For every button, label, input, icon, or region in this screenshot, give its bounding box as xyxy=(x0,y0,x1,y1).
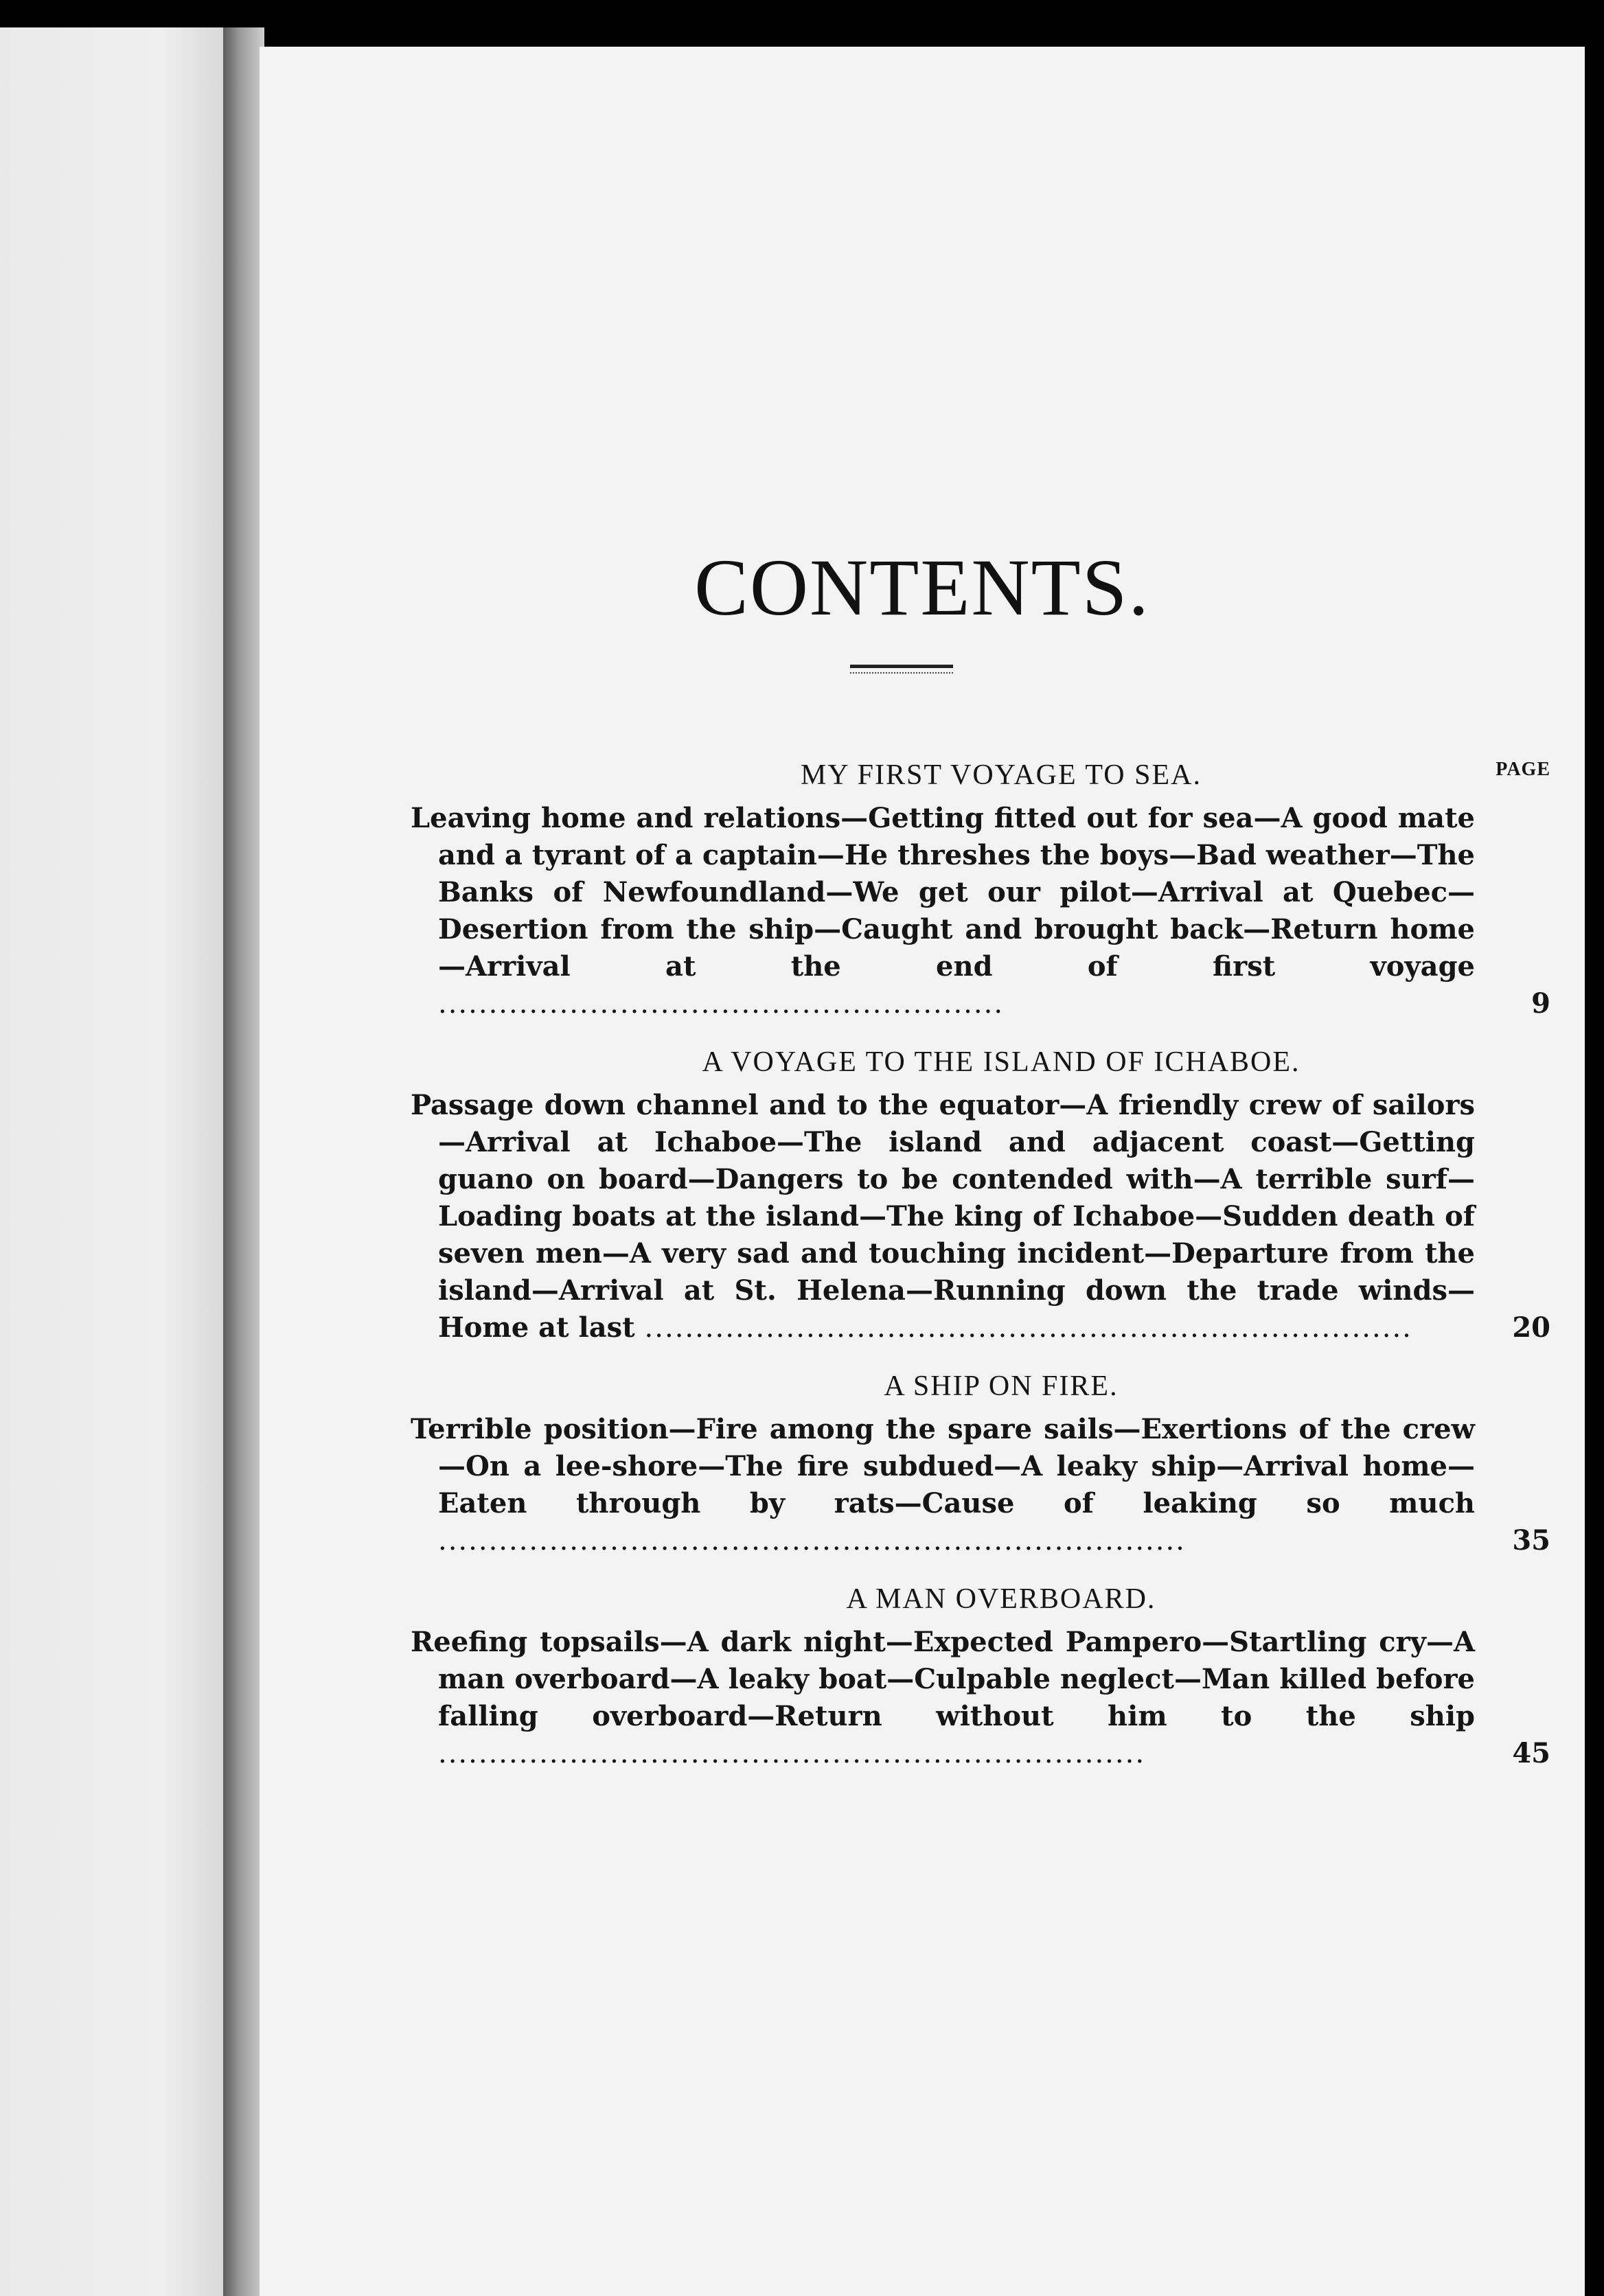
toc-entry xyxy=(411,1087,1550,1346)
title-divider xyxy=(850,665,953,674)
section-title: MY FIRST VOYAGE TO SEA. xyxy=(801,759,1202,791)
toc-section xyxy=(411,1574,1550,1772)
entry-text: Terrible position—Fire among the spare sails—Exertions of the crew—On a lee-shore—The fire subdued—A leaky ship—Arrival home—Eaten through by rats—Cause of leaking so much xyxy=(411,1413,1475,1519)
entry-text: Reefing topsails—A dark night—Expected Pampero—Startling cry—A man overboard—A leaky boat—Culpable neglect—Man killed before falling overboard—Return without him to the ship xyxy=(411,1626,1475,1732)
facing-page-edge xyxy=(0,27,227,2296)
page-column-label: PAGE xyxy=(1496,759,1550,780)
section-heading-row xyxy=(411,1362,1550,1411)
entry-page-number: 45 xyxy=(1512,1737,1550,1769)
entry-page-number: 35 xyxy=(1512,1524,1550,1557)
contents-list xyxy=(411,750,1550,1787)
page-title: CONTENTS. xyxy=(694,542,1150,632)
entry-summary xyxy=(411,1411,1550,1559)
section-title: A SHIP ON FIRE. xyxy=(884,1370,1119,1402)
toc-section xyxy=(411,1362,1550,1559)
entry-text: Leaving home and relations—Getting fitted out for sea—A good mate and a tyrant of a captain—He threshes the boys—Bad weather—The Banks of Newfoundland—We get our pilot—Arrival at Quebec—Desertion from the ship—Caught and brought back—Return home—Arrival at the end of first voyage xyxy=(411,802,1475,983)
section-heading-row xyxy=(411,1574,1550,1624)
entry-text: Passage down channel and to the equator—A friendly crew of sailors—Arrival at Ichaboe—The island and adjacent coast—Getting guano on board—Dangers to be contended with—A terrible surf—Loading boats at the island—The king of Ichaboe—Sudden death of seven men—A very sad and touching incident—Departure from the island—Arrival at St. Helena—Running down the trade winds—Home at last xyxy=(411,1089,1475,1344)
entry-page-number: 9 xyxy=(1531,987,1550,1020)
right-scan-border xyxy=(1585,0,1604,2296)
section-heading-row xyxy=(411,1037,1550,1087)
dot-leader: ............................................................................ xyxy=(644,1312,1412,1344)
section-heading-row xyxy=(411,750,1550,800)
top-scan-border xyxy=(0,0,1604,27)
section-title: A VOYAGE TO THE ISLAND OF ICHABOE. xyxy=(702,1046,1301,1078)
section-title: A MAN OVERBOARD. xyxy=(846,1583,1156,1615)
book-gutter xyxy=(223,27,264,2296)
toc-entry xyxy=(411,1411,1550,1559)
toc-entry xyxy=(411,1624,1550,1772)
entry-summary xyxy=(411,800,1550,1022)
dot-leader: .......................................................................... xyxy=(438,1525,1186,1557)
toc-section xyxy=(411,750,1550,1022)
contents-page xyxy=(260,47,1585,2296)
toc-section xyxy=(411,1037,1550,1346)
entry-page-number: 20 xyxy=(1512,1311,1550,1344)
entry-summary xyxy=(411,1087,1550,1346)
dot-leader: ...................................................................... xyxy=(438,1738,1146,1769)
dot-leader: ........................................................ xyxy=(438,988,1005,1020)
entry-summary xyxy=(411,1624,1550,1772)
toc-entry xyxy=(411,800,1550,1022)
